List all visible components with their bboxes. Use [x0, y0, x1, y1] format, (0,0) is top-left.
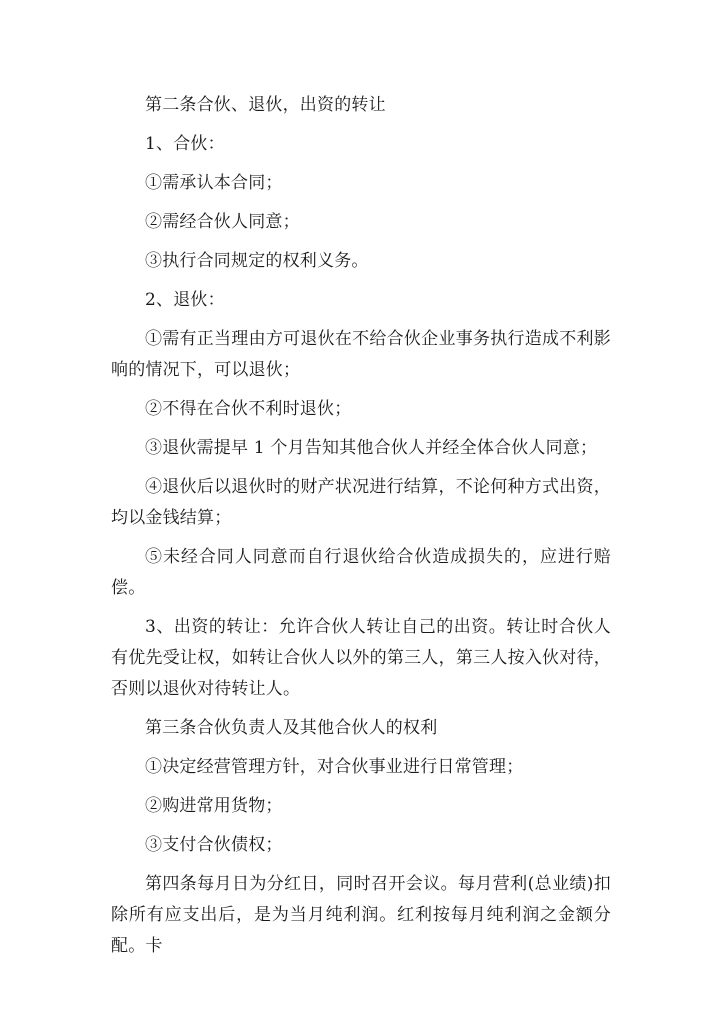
- joining-item-3: ③执行合同规定的权利义务。: [145, 251, 369, 271]
- document-body: [111, 90, 611, 970]
- joining-item-1: ①需承认本合同；: [145, 173, 283, 193]
- article-4-paragraph: 第四条每月日为分红日，同时召开会议。每月营利(总业绩)扣除所有应支出后，是为当月纯利润。红利按每月纯利润之金额分配。卡: [111, 874, 611, 956]
- section-1-joining: 1、合伙：: [145, 134, 225, 154]
- rights-item-1: ①决定经营管理方针，对合伙事业进行日常管理；: [145, 757, 524, 777]
- withdrawal-item-3: ③退伙需提早 1 个月告知其他合伙人并经全体合伙人同意；: [145, 438, 598, 458]
- section-2-withdrawal: 2、退伙：: [145, 290, 225, 310]
- rights-item-3: ③支付合伙债权；: [145, 835, 283, 855]
- section-3-transfer: 3、出资的转让：允许合伙人转让自己的出资。转让时合伙人有优先受让权，如转让合伙人以外的第三人，第三人按入伙对待，否则以退伙对待转让人。: [111, 617, 611, 699]
- article-2-heading: 第二条合伙、退伙，出资的转让: [145, 95, 386, 115]
- joining-item-2: ②需经合伙人同意；: [145, 212, 300, 232]
- article-3-heading: 第三条合伙负责人及其他合伙人的权利: [145, 718, 438, 738]
- withdrawal-item-4: ④退伙后以退伙时的财产状况进行结算，不论何种方式出资，均以金钱结算；: [111, 477, 611, 528]
- withdrawal-item-2: ②不得在合伙不利时退伙；: [145, 399, 352, 419]
- rights-item-2: ②购进常用货物；: [145, 796, 283, 816]
- withdrawal-item-1: ①需有正当理由方可退伙在不给合伙企业事务执行造成不利影响的情况下，可以退伙；: [111, 329, 611, 380]
- withdrawal-item-5: ⑤未经合同人同意而自行退伙给合伙造成损失的，应进行赔偿。: [111, 547, 611, 598]
